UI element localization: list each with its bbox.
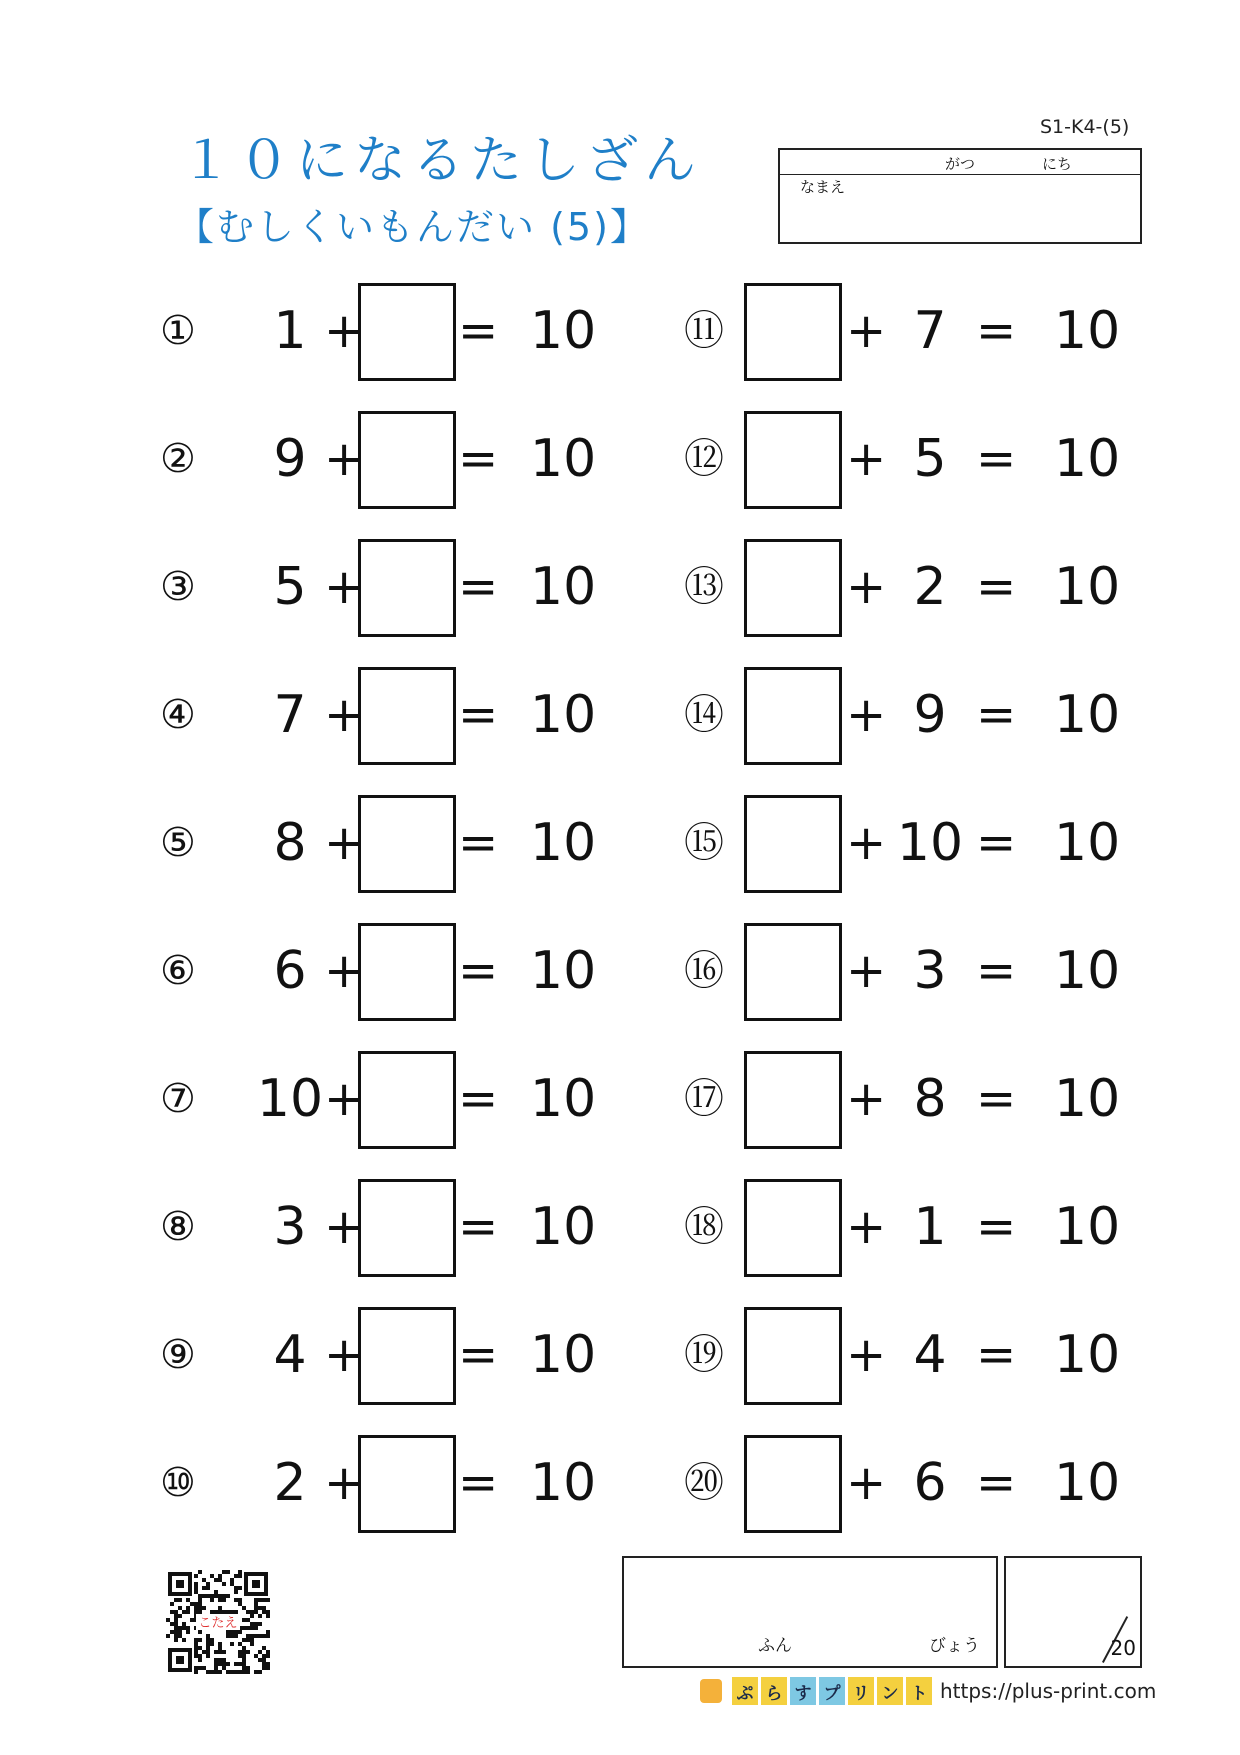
problem-row (0, 667, 1200, 763)
problem-number: ② (160, 436, 196, 482)
plus-sign: + (324, 1455, 365, 1511)
logo-tile: リ (848, 1677, 874, 1705)
problem-number: ⑬ (684, 564, 724, 610)
addend: 6 (273, 941, 307, 1001)
sum-result: 10 (1054, 685, 1121, 745)
answer-box[interactable] (744, 1307, 842, 1405)
worksheet-code: S1-K4-(5) (1040, 116, 1130, 138)
brand-logo[interactable] (700, 1676, 932, 1706)
plus-sign: + (846, 1455, 887, 1511)
addend: 7 (273, 685, 307, 745)
plus-sign: + (846, 303, 887, 359)
logo-tile: ら (761, 1677, 787, 1705)
month-label: がつ (945, 155, 976, 173)
plus-sign: + (846, 559, 887, 615)
plus-sign: + (324, 815, 365, 871)
problem-number: ⑰ (684, 1076, 724, 1122)
problem-row (0, 283, 1200, 379)
equals-sign: = (458, 303, 499, 359)
equals-sign: = (976, 431, 1017, 487)
minutes-label: ふん (758, 1636, 792, 1656)
sum-result: 10 (1054, 1197, 1121, 1257)
plus-sign: + (324, 1071, 365, 1127)
equals-sign: = (976, 1327, 1017, 1383)
seconds-label: びょう (929, 1636, 980, 1656)
plus-sign: + (846, 687, 887, 743)
sum-result: 10 (530, 813, 597, 873)
problem-number: ⑭ (684, 692, 724, 738)
addend: 8 (913, 1069, 947, 1129)
problem-number: ⑤ (160, 820, 196, 866)
addend: 8 (273, 813, 307, 873)
answer-box[interactable] (744, 795, 842, 893)
addend: 5 (273, 557, 307, 617)
answer-box[interactable] (744, 411, 842, 509)
sum-result: 10 (530, 685, 597, 745)
problem-row (0, 1435, 1200, 1531)
plus-sign: + (846, 1071, 887, 1127)
addend: 10 (896, 813, 964, 873)
equals-sign: = (458, 431, 499, 487)
equals-sign: = (458, 1071, 499, 1127)
answer-box[interactable] (744, 667, 842, 765)
equals-sign: = (458, 1327, 499, 1383)
sum-result: 10 (530, 941, 597, 1001)
problem-row (0, 1051, 1200, 1147)
problem-row (0, 539, 1200, 635)
sum-result: 10 (1054, 1453, 1121, 1513)
problem-number: ⑦ (160, 1076, 196, 1122)
problem-number: ⑪ (684, 308, 724, 354)
logo-tile: プ (819, 1677, 845, 1705)
equals-sign: = (976, 815, 1017, 871)
plus-sign: + (846, 431, 887, 487)
plus-sign: + (324, 431, 365, 487)
sum-result: 10 (1054, 429, 1121, 489)
answer-box[interactable] (744, 1435, 842, 1533)
addend: 2 (273, 1453, 307, 1513)
addend: 7 (913, 301, 947, 361)
addend: 4 (273, 1325, 307, 1385)
equals-sign: = (458, 1455, 499, 1511)
problem-number: ⑱ (684, 1204, 724, 1250)
sum-result: 10 (1054, 941, 1121, 1001)
logo-tile: ン (877, 1677, 903, 1705)
equals-sign: = (976, 687, 1017, 743)
addend: 10 (256, 1069, 324, 1129)
worksheet-subtitle: 【むしくいもんだい (5)】 (176, 205, 650, 249)
answer-box[interactable] (744, 1051, 842, 1149)
problem-number: ④ (160, 692, 196, 738)
equals-sign: = (976, 1455, 1017, 1511)
site-url-link[interactable]: https://plus-print.com (940, 1679, 1157, 1703)
equals-sign: = (976, 943, 1017, 999)
problem-row (0, 923, 1200, 1019)
addend: 3 (913, 941, 947, 1001)
equals-sign: = (458, 1199, 499, 1255)
addend: 6 (913, 1453, 947, 1513)
name-date-box (778, 148, 1142, 244)
plus-sign: + (324, 943, 365, 999)
sum-result: 10 (530, 301, 597, 361)
sum-result: 10 (530, 1453, 597, 1513)
worksheet-title: １０になるたしざん (180, 131, 703, 191)
addend: 1 (273, 301, 307, 361)
problem-number: ⑯ (684, 948, 724, 994)
answer-qr-code[interactable] (166, 1570, 270, 1674)
problem-row (0, 1179, 1200, 1275)
plus-sign: + (846, 815, 887, 871)
sum-result: 10 (1054, 557, 1121, 617)
equals-sign: = (458, 559, 499, 615)
answer-box[interactable] (744, 923, 842, 1021)
equals-sign: = (976, 1199, 1017, 1255)
equals-sign: = (976, 1071, 1017, 1127)
name-label: なまえ (800, 178, 846, 196)
problem-number: ⑨ (160, 1332, 196, 1378)
qr-answer-label: こたえ (198, 1616, 238, 1631)
addend: 2 (913, 557, 947, 617)
problem-number: ⑳ (684, 1460, 724, 1506)
plus-sign: + (324, 303, 365, 359)
logo-tile: ぷ (732, 1677, 758, 1705)
answer-box[interactable] (744, 539, 842, 637)
sum-result: 10 (1054, 1325, 1121, 1385)
plus-sign: + (846, 1199, 887, 1255)
equals-sign: = (458, 815, 499, 871)
problem-number: ⑮ (684, 820, 724, 866)
sum-result: 10 (1054, 1069, 1121, 1129)
answer-box[interactable] (744, 1179, 842, 1277)
problem-row (0, 411, 1200, 507)
score-box (1004, 1556, 1142, 1668)
equals-sign: = (458, 687, 499, 743)
plus-sign: + (324, 1199, 365, 1255)
problem-row (0, 795, 1200, 891)
equals-sign: = (976, 303, 1017, 359)
problem-number: ⑧ (160, 1204, 196, 1250)
sum-result: 10 (530, 1325, 597, 1385)
addend: 5 (913, 429, 947, 489)
problem-number: ③ (160, 564, 196, 610)
plus-sign: + (846, 1327, 887, 1383)
addend: 9 (913, 685, 947, 745)
score-total: 20 (1110, 1636, 1136, 1660)
problem-number: ① (160, 308, 196, 354)
logo-tile: ト (906, 1677, 932, 1705)
problem-number: ⑥ (160, 948, 196, 994)
addend: 4 (913, 1325, 947, 1385)
addend: 1 (913, 1197, 947, 1257)
sum-result: 10 (530, 429, 597, 489)
plus-sign: + (324, 1327, 365, 1383)
problem-row (0, 1307, 1200, 1403)
sum-result: 10 (530, 1069, 597, 1129)
plus-sign: + (324, 559, 365, 615)
logo-tile: す (790, 1677, 816, 1705)
time-record-box (622, 1556, 998, 1668)
problem-number: ⑲ (684, 1332, 724, 1378)
sum-result: 10 (530, 557, 597, 617)
sum-result: 10 (1054, 301, 1121, 361)
brand-logo-tiles (732, 1677, 932, 1705)
addend: 9 (273, 429, 307, 489)
equals-sign: = (976, 559, 1017, 615)
plus-sign: + (324, 687, 365, 743)
addend: 3 (273, 1197, 307, 1257)
sum-result: 10 (530, 1197, 597, 1257)
plus-sign: + (846, 943, 887, 999)
qr-code-icon (166, 1570, 270, 1674)
sum-result: 10 (1054, 813, 1121, 873)
problem-number: ⑫ (684, 436, 724, 482)
robot-mascot-icon (700, 1679, 722, 1703)
day-label: にち (1042, 155, 1073, 173)
equals-sign: = (458, 943, 499, 999)
problem-number: ⑩ (160, 1460, 196, 1506)
answer-box[interactable] (744, 283, 842, 381)
date-divider (780, 174, 1140, 175)
